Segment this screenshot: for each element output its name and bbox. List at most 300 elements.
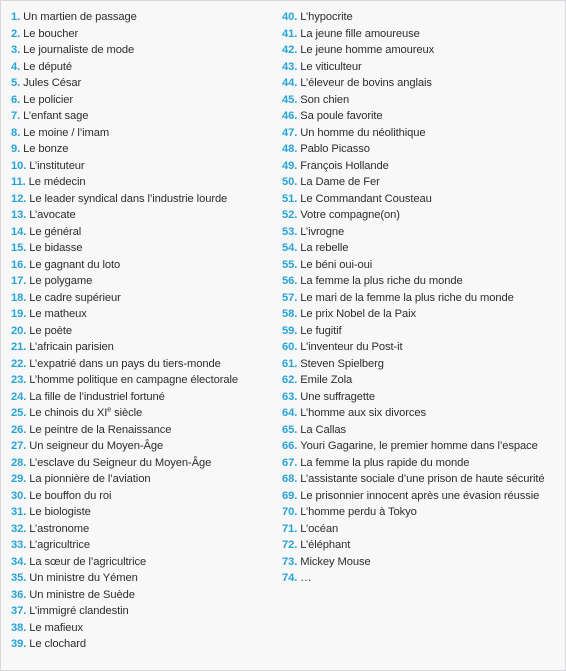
item-number: 9.	[11, 143, 21, 155]
item-label	[300, 391, 375, 403]
item-number: 1.	[11, 11, 21, 23]
list-item	[11, 455, 276, 472]
item-label	[23, 28, 78, 40]
list-item	[11, 125, 276, 142]
item-text: Le Commandant Cousteau	[300, 192, 432, 205]
list-item	[11, 207, 276, 224]
item-label	[300, 127, 425, 139]
item-label	[29, 622, 83, 634]
item-label	[300, 44, 434, 56]
list-item	[11, 603, 276, 620]
item-text: L’africain parisien	[29, 341, 114, 353]
item-number: 63.	[282, 390, 298, 403]
item-label	[29, 358, 220, 370]
list-item	[11, 339, 276, 356]
item-text: Le policier	[23, 93, 74, 106]
item-label	[300, 358, 384, 370]
item-number: 46.	[282, 110, 298, 122]
item-text: Le bonze	[23, 143, 69, 155]
item-number: 74.	[282, 572, 298, 584]
item-text: Le fugitif	[300, 324, 342, 337]
item-number: 36.	[11, 588, 27, 601]
item-text: L’immigré clandestin	[29, 605, 129, 617]
item-label	[29, 523, 89, 535]
item-text: Un ministre de Suède	[29, 588, 135, 601]
item-label	[29, 176, 86, 188]
item-label	[300, 341, 402, 353]
item-label	[29, 638, 86, 650]
item-text: Le peintre de la Renaissance	[29, 423, 172, 436]
list-item	[282, 191, 557, 208]
item-number: 45.	[282, 93, 298, 106]
item-label	[29, 209, 75, 221]
item-number: 64.	[282, 407, 298, 419]
item-number: 47.	[282, 126, 298, 139]
list-item	[11, 75, 276, 92]
item-number: 14.	[11, 225, 27, 238]
item-number: 35.	[11, 572, 27, 584]
list-item	[11, 570, 276, 587]
item-text: Jules César	[23, 77, 82, 89]
item-label	[300, 77, 432, 89]
item-text: La jeune fille amoureuse	[300, 27, 420, 40]
item-label	[29, 275, 92, 287]
item-label	[300, 539, 350, 551]
list-item	[282, 405, 557, 422]
item-text: Le général	[29, 225, 82, 238]
item-text: Le bidasse	[29, 242, 83, 254]
item-text: Le mari de la femme la plus riche du monde	[300, 291, 514, 304]
list-item	[11, 405, 276, 422]
list-item	[11, 273, 276, 290]
item-text: Le leader syndical dans l’industrie lourde	[29, 192, 228, 205]
item-text: La fille de l’industriel fortuné	[29, 390, 165, 403]
item-text: Steven Spielberg	[300, 357, 384, 370]
item-label	[300, 259, 372, 271]
item-label	[300, 94, 349, 106]
item-text: La rebelle	[300, 242, 349, 254]
item-text: Pablo Picasso	[300, 143, 370, 155]
item-label	[23, 61, 72, 73]
list-item	[282, 356, 557, 373]
item-number: 26.	[11, 423, 27, 436]
item-number: 58.	[282, 308, 298, 320]
item-label	[23, 77, 81, 89]
item-text: Le prix Nobel de la Paix	[300, 308, 417, 320]
item-text: L’éléphant	[300, 539, 351, 551]
list-item	[282, 125, 557, 142]
list-item	[282, 570, 557, 587]
item-label	[29, 506, 91, 518]
item-number: 8.	[11, 126, 21, 139]
item-text: Le clochard	[29, 638, 87, 650]
item-label	[29, 457, 211, 469]
item-label	[300, 457, 469, 469]
item-text: Un ministre du Yémen	[29, 572, 138, 584]
list-item	[282, 521, 557, 538]
item-label	[300, 308, 416, 320]
item-text: L’ivrogne	[300, 225, 345, 238]
list-item	[282, 438, 557, 455]
list-item	[282, 174, 557, 191]
item-number: 53.	[282, 225, 298, 238]
item-number: 62.	[282, 374, 298, 386]
item-label	[300, 61, 361, 73]
list-item	[282, 207, 557, 224]
item-text: L’homme politique en campagne électorale	[29, 374, 238, 386]
item-number: 66.	[282, 440, 298, 452]
item-number: 3.	[11, 44, 21, 56]
item-label	[29, 473, 150, 485]
list-item	[11, 587, 276, 604]
item-text: Le polygame	[29, 275, 93, 287]
item-text: Le biologiste	[29, 506, 91, 518]
item-label	[23, 44, 134, 56]
item-text: Le chinois du XI	[29, 407, 108, 419]
item-text-suffix: siècle	[111, 407, 143, 419]
list-item	[11, 438, 276, 455]
item-label	[300, 556, 370, 568]
list-item	[11, 306, 276, 323]
item-text: Le bouffon du roi	[29, 489, 112, 502]
item-text: Une suffragette	[300, 390, 376, 403]
item-number: 6.	[11, 93, 21, 106]
item-number: 56.	[282, 275, 298, 287]
list-item	[11, 372, 276, 389]
item-label	[29, 292, 121, 304]
item-number: 7.	[11, 110, 21, 122]
item-number: 37.	[11, 605, 27, 617]
item-label	[29, 226, 81, 238]
item-label	[29, 490, 111, 502]
item-number: 15.	[11, 242, 27, 254]
item-number: 19.	[11, 308, 27, 320]
item-label	[29, 193, 227, 205]
list-item	[282, 554, 557, 571]
list-item	[11, 290, 276, 307]
item-text: François Hollande	[300, 159, 389, 172]
item-text: L’expatrié dans un pays du tiers-monde	[29, 357, 221, 370]
item-text: L’enfant sage	[23, 110, 89, 122]
item-text: L’assistante sociale d’une prison de haute sécurité	[300, 473, 545, 485]
item-text: L’homme perdu à Tokyo	[300, 506, 417, 518]
list-item	[282, 306, 557, 323]
list-item	[11, 521, 276, 538]
item-text: La femme la plus rapide du monde	[300, 456, 470, 469]
item-label	[23, 143, 68, 155]
item-number: 60.	[282, 341, 298, 353]
item-number: 70.	[282, 506, 298, 518]
item-label	[29, 556, 146, 568]
item-text: Le cadre supérieur	[29, 291, 121, 304]
right-column	[282, 9, 557, 587]
list-item	[282, 389, 557, 406]
item-label	[23, 127, 109, 139]
item-label	[300, 407, 426, 419]
item-text: L’avocate	[29, 209, 76, 221]
item-label	[29, 160, 84, 172]
item-label	[300, 292, 513, 304]
item-text: Le viticulteur	[300, 60, 362, 73]
list-item	[11, 59, 276, 76]
item-text: Un homme du néolithique	[300, 126, 426, 139]
item-number: 22.	[11, 357, 27, 370]
item-number: 59.	[282, 324, 298, 337]
list-item	[282, 75, 557, 92]
item-label	[300, 110, 382, 122]
item-label	[300, 209, 400, 221]
item-text: Le journaliste de mode	[23, 44, 135, 56]
item-number: 57.	[282, 291, 298, 304]
item-number: 13.	[11, 209, 27, 221]
item-number: 42.	[282, 44, 298, 56]
item-text: Le boucher	[23, 27, 79, 40]
list-item	[11, 257, 276, 274]
item-number: 30.	[11, 489, 27, 502]
item-text: L’instituteur	[29, 159, 85, 172]
item-text: L’astronome	[29, 522, 90, 535]
item-text: La pionnière de l’aviation	[29, 473, 151, 485]
item-label	[29, 539, 90, 551]
item-number: 17.	[11, 275, 27, 287]
item-number: 73.	[282, 555, 298, 568]
item-number: 65.	[282, 423, 298, 436]
item-label	[29, 341, 114, 353]
item-text: Le mafieux	[29, 621, 83, 634]
list-item	[11, 554, 276, 571]
item-label	[29, 589, 135, 601]
item-superscript: e	[107, 406, 112, 414]
item-text: Le poète	[29, 324, 73, 337]
item-text: Youri Gagarine, le premier homme dans l’espace	[300, 440, 538, 452]
list-item	[282, 290, 557, 307]
item-number: 61.	[282, 357, 298, 370]
item-label	[300, 490, 539, 502]
item-number: 2.	[11, 27, 21, 40]
list-item	[282, 92, 557, 109]
item-number: 33.	[11, 539, 27, 551]
list-item	[282, 372, 557, 389]
item-number: 21.	[11, 341, 27, 353]
item-number: 68.	[282, 473, 298, 485]
item-label	[29, 407, 142, 419]
list-item	[11, 92, 276, 109]
item-number: 12.	[11, 192, 27, 205]
list-item	[11, 141, 276, 158]
item-text: Le député	[23, 60, 73, 73]
item-label	[300, 143, 370, 155]
item-label	[300, 193, 432, 205]
item-label	[29, 572, 137, 584]
item-number: 20.	[11, 324, 27, 337]
item-text: L’océan	[300, 522, 339, 535]
list-item	[11, 537, 276, 554]
list-item	[282, 537, 557, 554]
item-number: 25.	[11, 407, 27, 419]
item-number: 50.	[282, 176, 298, 188]
item-label	[300, 160, 388, 172]
item-text: L’éleveur de bovins anglais	[300, 77, 432, 89]
item-label	[300, 572, 311, 584]
item-label	[300, 506, 416, 518]
item-label	[300, 226, 344, 238]
item-number: 43.	[282, 60, 298, 73]
item-text: Votre compagne(on)	[300, 209, 400, 221]
item-label	[300, 242, 348, 254]
item-text: La Callas	[300, 423, 347, 436]
item-text: La sœur de l’agricultrice	[29, 555, 147, 568]
item-text: Un martien de passage	[23, 11, 137, 23]
item-text: Le jeune homme amoureux	[300, 44, 435, 56]
list-item	[282, 488, 557, 505]
list-item	[11, 158, 276, 175]
item-number: 16.	[11, 258, 27, 271]
item-label	[29, 440, 163, 452]
item-text: L’homme aux six divorces	[300, 407, 426, 419]
list-item	[11, 636, 276, 653]
item-label	[29, 374, 238, 386]
item-label	[300, 176, 379, 188]
item-number: 39.	[11, 638, 27, 650]
item-number: 29.	[11, 473, 27, 485]
item-number: 5.	[11, 77, 21, 89]
list-item	[282, 108, 557, 125]
item-label	[300, 275, 462, 287]
list-item	[11, 26, 276, 43]
item-number: 55.	[282, 258, 298, 271]
item-number: 44.	[282, 77, 298, 89]
item-label	[29, 242, 82, 254]
item-number: 23.	[11, 374, 27, 386]
list-item	[11, 191, 276, 208]
item-number: 54.	[282, 242, 298, 254]
item-number: 10.	[11, 159, 27, 172]
item-text: Sa poule favorite	[300, 110, 383, 122]
item-label	[23, 110, 88, 122]
item-label	[29, 325, 72, 337]
item-text: Le béni oui-oui	[300, 258, 373, 271]
item-number: 69.	[282, 489, 298, 502]
item-label	[23, 11, 137, 23]
item-text: La Dame de Fer	[300, 176, 380, 188]
item-label	[23, 94, 73, 106]
item-number: 24.	[11, 390, 27, 403]
item-text: L’inventeur du Post-it	[300, 341, 403, 353]
list-item	[11, 9, 276, 26]
item-text: L’agricultrice	[29, 539, 91, 551]
list-item	[282, 273, 557, 290]
item-label	[300, 424, 346, 436]
item-label	[300, 11, 352, 23]
left-column	[11, 9, 276, 653]
list-item	[282, 9, 557, 26]
item-text: L’esclave du Seigneur du Moyen-Âge	[29, 456, 212, 469]
item-number: 31.	[11, 506, 27, 518]
item-label	[29, 605, 128, 617]
list-item	[11, 108, 276, 125]
item-text: Emile Zola	[300, 374, 353, 386]
list-item	[282, 471, 557, 488]
list-item	[11, 240, 276, 257]
list-item	[11, 488, 276, 505]
list-item	[282, 257, 557, 274]
list-item	[282, 339, 557, 356]
item-number: 40.	[282, 11, 298, 23]
item-number: 4.	[11, 60, 21, 73]
list-item	[282, 323, 557, 340]
list-item	[11, 389, 276, 406]
list-item	[282, 141, 557, 158]
list-item	[11, 620, 276, 637]
item-label	[300, 374, 352, 386]
item-label	[300, 325, 341, 337]
item-label	[300, 440, 538, 452]
item-text: Un seigneur du Moyen-Âge	[29, 440, 164, 452]
item-number: 72.	[282, 539, 298, 551]
list-item	[282, 422, 557, 439]
item-number: 49.	[282, 159, 298, 172]
item-label	[300, 523, 338, 535]
item-number: 52.	[282, 209, 298, 221]
item-number: 38.	[11, 621, 27, 634]
item-text: Le prisonnier innocent après une évasion réussie	[300, 489, 540, 502]
item-label	[29, 391, 164, 403]
item-number: 18.	[11, 291, 27, 304]
list-item	[282, 26, 557, 43]
list-item	[282, 504, 557, 521]
item-text: Son chien	[300, 93, 350, 106]
list-item	[282, 158, 557, 175]
item-number: 71.	[282, 522, 298, 535]
list-item	[11, 422, 276, 439]
list-item	[11, 174, 276, 191]
item-label	[29, 424, 171, 436]
item-number: 28.	[11, 456, 27, 469]
item-label	[29, 259, 120, 271]
item-number: 11.	[11, 176, 26, 188]
list-item	[11, 224, 276, 241]
list-item	[11, 356, 276, 373]
list-item	[282, 455, 557, 472]
item-number: 27.	[11, 440, 27, 452]
list-item	[282, 240, 557, 257]
item-label	[300, 473, 544, 485]
item-number: 51.	[282, 192, 298, 205]
item-number: 41.	[282, 27, 298, 40]
item-label	[29, 308, 86, 320]
item-text: La femme la plus riche du monde	[300, 275, 463, 287]
list-item	[282, 224, 557, 241]
item-text: Mickey Mouse	[300, 555, 371, 568]
item-label	[300, 28, 420, 40]
list-item	[282, 59, 557, 76]
item-number: 48.	[282, 143, 298, 155]
item-text: Le gagnant du loto	[29, 258, 121, 271]
list-item	[11, 471, 276, 488]
list-item	[11, 504, 276, 521]
item-text: …	[300, 572, 312, 584]
item-text: Le médecin	[28, 176, 86, 188]
list-item	[282, 42, 557, 59]
item-text: Le moine / l’imam	[23, 126, 110, 139]
item-number: 67.	[282, 456, 298, 469]
item-text: Le matheux	[29, 308, 87, 320]
list-item	[11, 42, 276, 59]
item-text: L’hypocrite	[300, 11, 353, 23]
item-number: 32.	[11, 522, 27, 535]
item-number: 34.	[11, 555, 27, 568]
list-item	[11, 323, 276, 340]
